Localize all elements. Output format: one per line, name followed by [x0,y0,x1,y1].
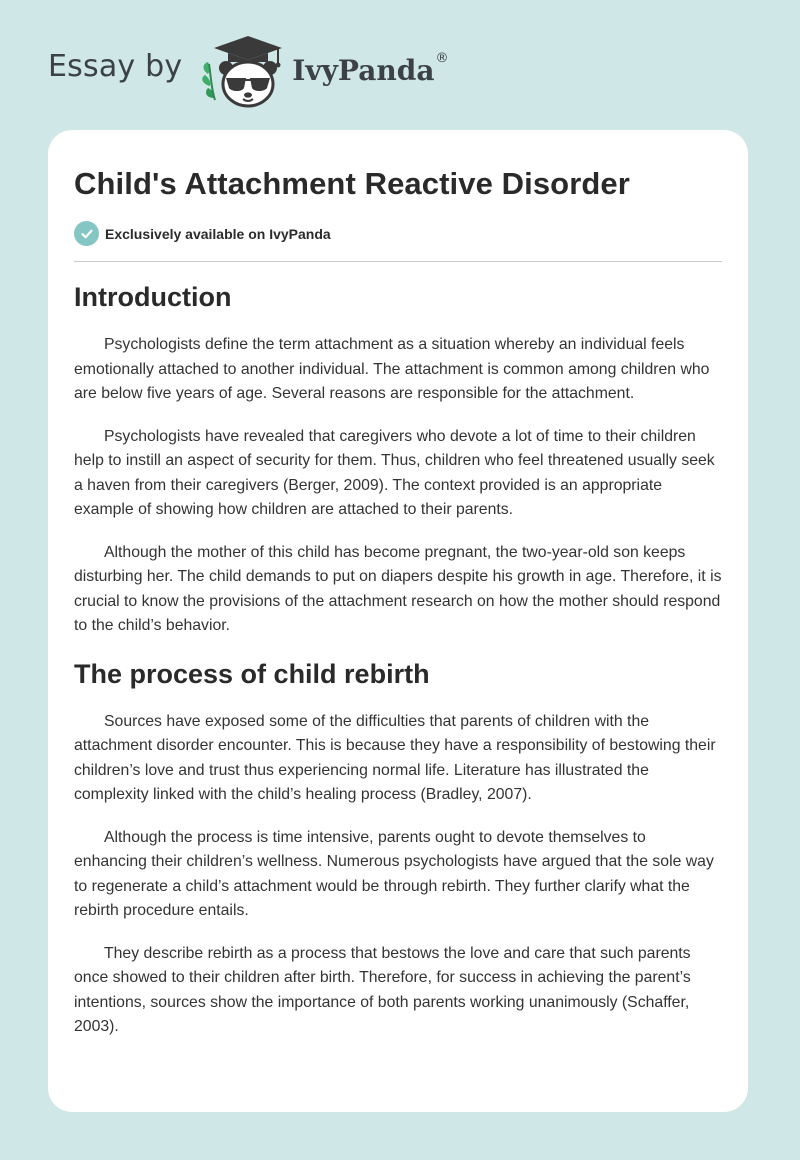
essay-by-label: Essay by [48,48,183,84]
site-header [48,34,448,110]
section-child-rebirth [74,657,722,1040]
exclusive-label: Exclusively available on IvyPanda [105,225,331,242]
paragraph: They describe rebirth as a process that bestows the love and care that such parents once showed to their children after birth. Therefore, for success in achieving the parent’s intentions, sources show the importance of both parents working unanimously (Schaffer, 2003). [74,944,691,1036]
paragraph: Although the mother of this child has become pregnant, the two-year-old son keeps disturbing her. The child demands to put on diapers despite his growth in age. Therefore, it is crucial to know the provisions of the attachment research on how the mother should respond to the child’s behavior. [74,543,722,635]
paragraph: Sources have exposed some of the difficulties that parents of children with the attachment disorder encounter. This is because they have a responsibility of bestowing their children’s love and trust thus experiencing normal life. Literature has illustrated the complexity linked with the child’s healing process (Bradley, 2007). [74,712,716,804]
essay-body [74,280,722,1058]
registered-mark: ® [435,50,449,66]
ivypanda-logo-icon[interactable] [196,34,288,110]
paragraph: Psychologists define the term attachment as a situation whereby an individual feels emotionally attached to another individual. The attachment is common among children who are below five years of age. Several reasons are responsible for the attachment. [74,336,710,403]
section-heading: Introduction [74,282,232,312]
essay-card [48,130,748,1112]
paragraph: Although the process is time intensive, parents ought to devote themselves to enhancing their children’s wellness. Numerous psychologists have argued that the sole way to regenerate a child’s attachment would be through rebirth. They further clarify what the rebirth procedure entails. [74,828,714,920]
exclusive-badge [74,221,331,246]
title-divider [74,261,722,262]
section-introduction [74,280,722,639]
paragraph: Psychologists have revealed that caregivers who devote a lot of time to their children help to instill an aspect of security for them. Thus, children who feel threatened usually seek a haven from their caregivers (Berger, 2009). The context provided is an appropriate example of showing how children are attached to their parents. [74,427,715,519]
page-title: Child's Attachment Reactive Disorder [74,166,630,201]
check-icon [74,221,99,246]
brand-name[interactable]: IvyPanda [292,53,435,87]
section-heading: The process of child rebirth [74,658,430,689]
